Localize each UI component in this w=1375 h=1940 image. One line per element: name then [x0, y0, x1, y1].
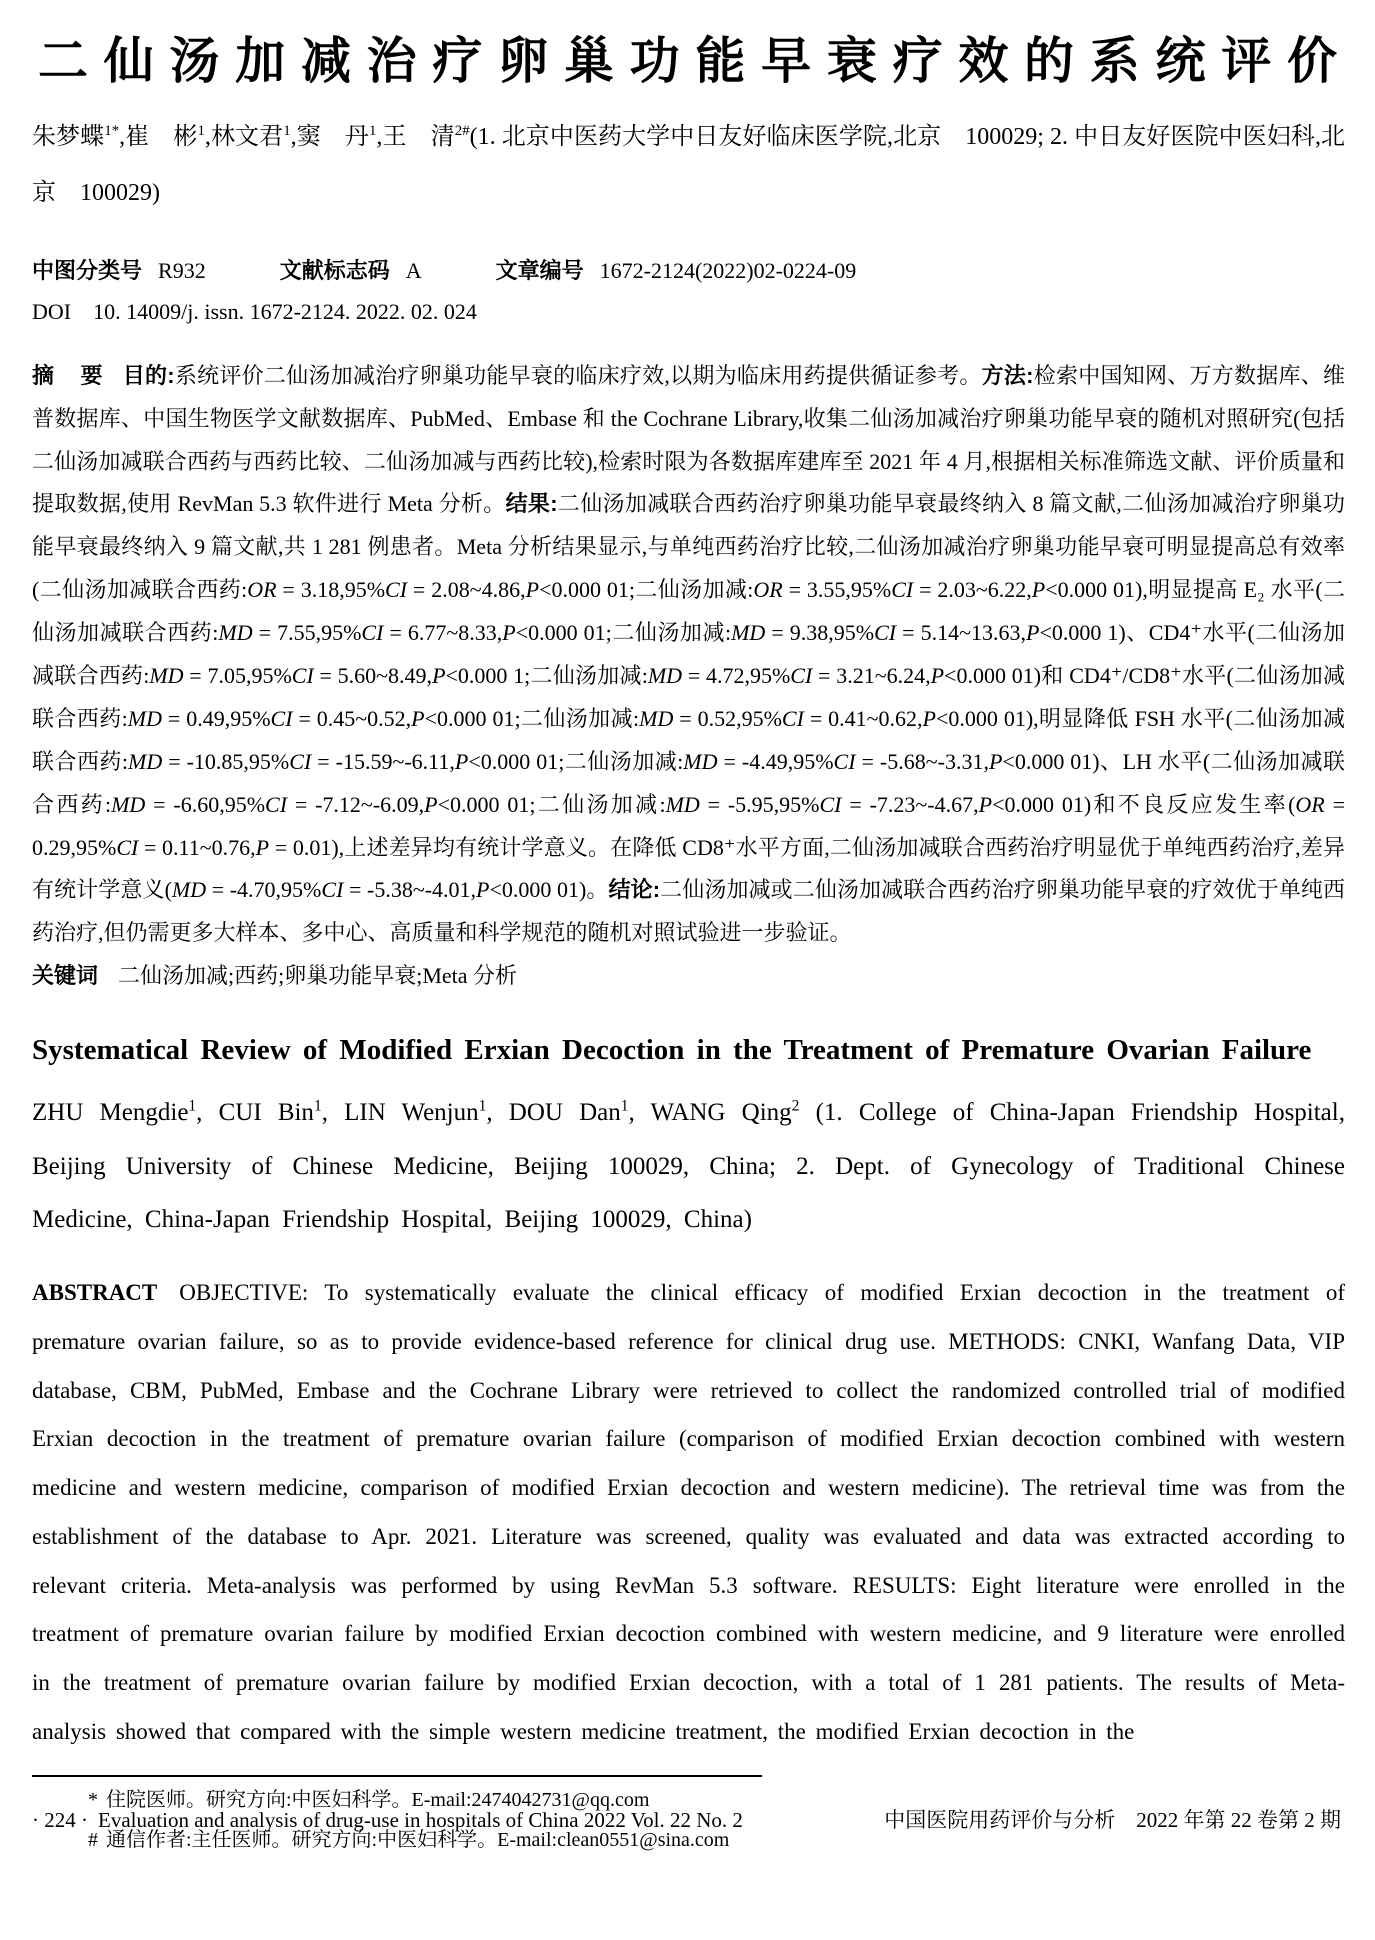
- doi-label: DOI: [32, 298, 72, 324]
- journal-name-cn: 中国医院用药评价与分析 2022 年第 22 卷第 2 期: [884, 1807, 1341, 1832]
- abstract-en: [32, 1269, 1345, 1757]
- abstract-cn-body: 目的:系统评价二仙汤加减治疗卵巢功能早衰的临床疗效,以期为临床用药提供循证参考。方法:检索中国知网、万方数据库、维普数据库、中国生物医学文献数据库、PubMed、Embase 和 the Cochrane Library,收集二仙汤加减治疗卵巢功能早衰的随机对照研究(包括二仙汤加减联合西药与西药比较、二仙汤加减与西药比较),检索时限为各数据库建库至 2021 年 4 月,根据相关标准筛选文献、评价质量和提取数据,使用 RevMan 5.3 软件进行 Meta 分析。结果:二仙汤加减联合西药治疗卵巢功能早衰最终纳入 8 篇文献,二仙汤加减治疗卵巢功能早衰最终纳入 9 篇文献,共 1 281 例患者。Meta 分析结果显示,与单纯西药治疗比较,二仙汤加减治疗卵巢功能早衰可明显提高总有效率(二仙汤加减联合西药:OR = 3.18,95%CI = 2.08~4.86,P<0.000 01;二仙汤加减:OR = 3.55,95%CI = 2.03~6.22,P<0.000 01),明显提高 E₂ 水平(二仙汤加减联合西药:MD = 7.55,95%CI = 6.77~8.33,P<0.000 01;二仙汤加减:MD = 9.38,95%CI = 5.14~13.63,P<0.000 1)、CD4⁺水平(二仙汤加减联合西药:MD = 7.05,95%CI = 5.60~8.49,P<0.000 1;二仙汤加减:MD = 4.72,95%CI = 3.21~6.24,P<0.000 01)和 CD4⁺/CD8⁺水平(二仙汤加减联合西药:MD = 0.49,95%CI = 0.45~0.52,P<0.000 01;二仙汤加减:MD = 0.52,95%CI = 0.41~0.62,P<0.000 01),明显降低 FSH 水平(二仙汤加减联合西药:MD = -10.85,95%CI = -15.59~-6.11,P<0.000 01;二仙汤加减:MD = -4.49,95%CI = -5.68~-3.31,P<0.000 01)、LH 水平(二仙汤加减联合西药:MD = -6.60,95%CI = -7.12~-6.09,P<0.000 01;二仙汤加减:MD = -5.95,95%CI = -7.23~-4.67,P<0.000 01)和不良反应发生率(OR = 0.29,95%CI = 0.11~0.76,P = 0.01),上述差异均有统计学意义。在降低 CD8⁺水平方面,二仙汤加减联合西药治疗明显优于单纯西药治疗,差异有统计学意义(MD = -4.70,95%CI = -5.38~-4.01,P<0.000 01)。结论:二仙汤加减或二仙汤加减联合西药治疗卵巢功能早衰的疗效优于单纯西药治疗,但仍需更多大样本、多中心、高质量和科学规范的随机对照试验进一步验证。: [32, 362, 1346, 946]
- footnote-text-corresponding-author: 通信作者:主任医师。研究方向:中医妇科学。E-mail:clean0551@sina.com: [106, 1829, 730, 1852]
- document-code-value: A: [405, 257, 422, 283]
- footnote-text-first-author: 住院医师。研究方向:中医妇科学。E-mail:2474042731@qq.com: [106, 1788, 650, 1811]
- authors-en-line: ZHU Mengdie$^1$, CUI Bin$^1$, LIN Wenjun$^1$, DOU Dan$^1$, WANG Qing$^2$ (1. College of China-Japan Friendship Hospital, Beijing University of Chinese Medicine, Beijing 100029, China; 2. Dept. of Gynecology of Traditional Chinese Medicine, China-Japan Friendship Hospital, Beijing 100029, China): [32, 1097, 1345, 1234]
- footnote-marker-asterisk: *: [88, 1788, 98, 1811]
- footnote-divider: [32, 1775, 762, 1777]
- abstract-cn: [32, 355, 1345, 955]
- keywords-text: 二仙汤加减;西药;卵巢功能早衰;Meta 分析: [118, 963, 518, 989]
- article-id-value: 1672-2124(2022)02-0224-09: [599, 257, 857, 283]
- page-number: · 224 ·: [32, 1807, 88, 1832]
- authors-cn-line: 朱梦蝶$^{1*}$,崔 彬$^1$,林文君$^1$,窦 丹$^1$,王 清$^{2\#}$(1. 北京中医药大学中日友好临床医学院,北京 100029; 2. 中日友好医院中医妇科,北京 100029): [32, 123, 1346, 207]
- document-code-label: 文献标志码: [279, 257, 390, 283]
- footnote-marker-hash: #: [88, 1829, 98, 1852]
- article-title-cn: 二仙汤加减治疗卵巢功能早衰疗效的系统评价: [38, 33, 1339, 89]
- doi-value: 10. 14009/j. issn. 1672-2124. 2022. 02. 024: [93, 298, 477, 324]
- article-title-en: Systematical Review of Modified Erxian Decoction in the Treatment of Premature Ovarian Failure: [32, 1034, 1312, 1067]
- abstract-cn-label: 摘 要: [32, 362, 105, 388]
- journal-name-en: Evaluation and analysis of drug-use in hospitals of China 2022 Vol. 22 No. 2: [98, 1807, 743, 1832]
- clc-number-label: 中图分类号: [32, 257, 143, 283]
- page-footer: [32, 1804, 1341, 1834]
- keywords-label: 关键词: [32, 963, 99, 989]
- footer-left: [32, 1808, 743, 1833]
- doi-row: [32, 299, 1345, 325]
- keywords-cn-line: [32, 955, 1345, 998]
- abstract-en-label: ABSTRACT: [32, 1280, 158, 1306]
- article-id-label: 文章编号: [495, 257, 584, 283]
- clc-number-value: R932: [158, 257, 206, 283]
- classification-row: [32, 254, 1345, 285]
- abstract-en-body: OBJECTIVE: To systematically evaluate the clinical efficacy of modified Erxian decoction in the treatment of premature ovarian failure, so as to provide evidence-based reference for clinical drug use. METHODS: CNKI, Wanfang Data, VIP database, CBM, PubMed, Embase and the Cochrane Library were retrieved to collect the randomized controlled trial of modified Erxian decoction in the treatment of premature ovarian failure (comparison of modified Erxian decoction combined with western medicine and western medicine, comparison of modified Erxian decoction and western medicine). The retrieval time was from the establishment of the database to Apr. 2021. Literature was screened, quality was evaluated and data was extracted according to relevant criteria. Meta-analysis was performed by using RevMan 5.3 software. RESULTS: Eight literature were enrolled in the treatment of premature ovarian failure by modified Erxian decoction combined with western medicine, and 9 literature were enrolled in the treatment of premature ovarian failure by modified Erxian decoction, with a total of 1 281 patients. The results of Meta-analysis showed that compared with the simple western medicine treatment, the modified Erxian decoction in the: [32, 1280, 1345, 1744]
